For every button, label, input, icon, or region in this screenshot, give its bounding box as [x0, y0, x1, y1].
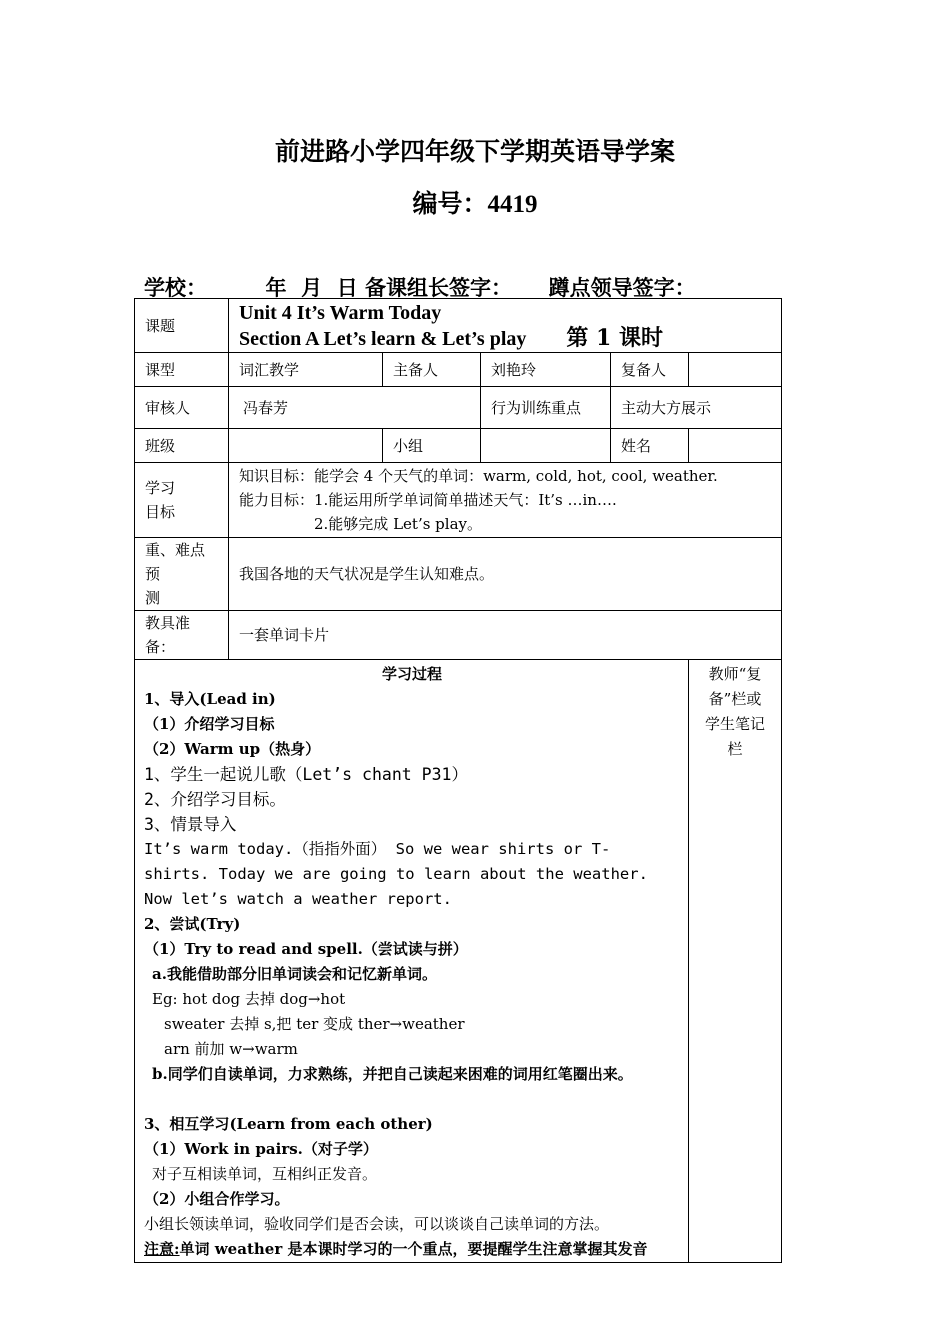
goal-knowledge: 知识目标：能学会 4 个天气的单词：warm, cold, hot, cool, weather. [239, 467, 718, 485]
topic-cell [229, 299, 782, 353]
note-label: 注意: [144, 1240, 180, 1258]
difficulty-value: 我国各地的天气状况是学生认知难点。 [229, 538, 782, 611]
name-value [689, 429, 782, 463]
behavior-value: 主动大方展示 [611, 387, 782, 429]
side-note-line-2: 备”栏或 [708, 690, 762, 708]
difficulty-label-line-2: 测 [145, 589, 161, 607]
lead-in-step-1: （1）介绍学习目标 [144, 715, 275, 733]
goals-step: 2、介绍学习目标。 [144, 790, 286, 809]
tools-row [135, 611, 782, 660]
co-preparer-label: 复备人 [611, 353, 689, 387]
process-cell [135, 660, 689, 1263]
process-heading: 学习过程 [381, 665, 442, 683]
type-label: 课型 [135, 353, 229, 387]
group-work-text: 小组长领读单词，验收同学们是否会读，可以谈谈自己读单词的方法。 [144, 1215, 610, 1233]
scene-text-2: shirts. Today we are going to learn about the weather. [144, 865, 648, 883]
scene-step: 3、情景导入 [144, 815, 237, 834]
lesson-number: 第 1 课时 [566, 325, 664, 351]
type-row [135, 353, 782, 387]
difficulty-label-line-1: 重、难点预 [145, 541, 206, 583]
class-label: 班级 [135, 429, 229, 463]
topic-line-1: Unit 4 It’s Warm Today [239, 302, 442, 324]
note-line [144, 1237, 680, 1262]
tools-label: 教具准备： [135, 611, 229, 660]
spacer [144, 1087, 680, 1112]
topic-label: 课题 [135, 299, 229, 353]
behavior-label: 行为训练重点 [481, 387, 611, 429]
number-value: 4419 [487, 191, 538, 218]
example-2: sweater 去掉 s,把 ter 变成 ther→weather [164, 1015, 465, 1033]
example-3: arn 前加 w→warm [164, 1040, 298, 1058]
reviewer-row [135, 387, 782, 429]
pair-work-text: 对子互相读单词，互相纠正发音。 [152, 1165, 378, 1183]
page-title: 前进路小学四年级下学期英语导学案 [274, 137, 675, 166]
reviewer-label: 审核人 [135, 387, 229, 429]
side-note-line-3: 学生笔记 [705, 715, 766, 733]
goals-label [135, 463, 229, 538]
chant-step: 1、学生一起说儿歌（Let’s chant P31） [144, 765, 468, 784]
topic-line-2: Section A Let’s learn & Let’s play [239, 328, 527, 350]
group-value [481, 429, 611, 463]
lead-in-step-2: （2）Warm up（热身） [144, 740, 321, 758]
class-value [229, 429, 383, 463]
document-number [0, 184, 950, 220]
try-step-b: b.同学们自读单词，力求熟练，并把自己读起来困难的词用红笔圈出来。 [152, 1065, 633, 1083]
difficulty-row [135, 538, 782, 611]
process-row [135, 660, 782, 1263]
pair-work-step: （1）Work in pairs.（对子学） [144, 1140, 378, 1158]
section-learn-together: 3、相互学习(Learn from each other) [144, 1115, 433, 1133]
example-1: Eg: hot dog 去掉 dog→hot [152, 990, 346, 1008]
name-label: 姓名 [611, 429, 689, 463]
section-try: 2、尝试(Try) [144, 915, 241, 933]
side-note-line-4: 栏 [727, 740, 743, 758]
goals-cell [229, 463, 782, 538]
group-work-step: （2）小组合作学习。 [144, 1190, 290, 1208]
tools-value: 一套单词卡片 [229, 611, 782, 660]
scene-text-1: It’s warm today.（指指外面） So we wear shirts or T- [144, 840, 611, 858]
goal-ability-1: 能力目标：1.能运用所学单词简单描述天气：It’s …in…. [239, 491, 617, 509]
goals-row [135, 463, 782, 538]
note-text: 单词 weather 是本课时学习的一个重点，要提醒学生注意掌握其发音 [179, 1240, 648, 1258]
side-note-line-1: 教师“复 [708, 665, 762, 683]
topic-row [135, 299, 782, 353]
teacher-notes-column [689, 660, 782, 1263]
group-label: 小组 [383, 429, 481, 463]
reviewer-value: 冯春芳 [229, 387, 481, 429]
goals-label-line-2: 目标 [145, 503, 176, 521]
main-preparer-label: 主备人 [383, 353, 481, 387]
section-lead-in: 1、导入(Lead in) [144, 690, 276, 708]
try-step-a: a.我能借助部分旧单词读会和记忆新单词。 [152, 965, 437, 983]
goals-label-line-1: 学习 [145, 479, 176, 497]
lesson-plan-table [134, 298, 782, 1263]
difficulty-label [135, 538, 229, 611]
scene-text-3: Now let’s watch a weather report. [144, 890, 452, 908]
type-value: 词汇教学 [229, 353, 383, 387]
main-preparer-value: 刘艳玲 [481, 353, 611, 387]
try-step-1: （1）Try to read and spell.（尝试读与拼） [144, 940, 468, 958]
co-preparer-value [689, 353, 782, 387]
number-label: 编号： [412, 189, 488, 218]
goal-ability-2: 2.能够完成 Let’s play。 [314, 515, 482, 533]
class-row [135, 429, 782, 463]
school-signature-line: 学校： 年 月 日 备课组长签字： 蹲点领导签字： [144, 275, 696, 300]
